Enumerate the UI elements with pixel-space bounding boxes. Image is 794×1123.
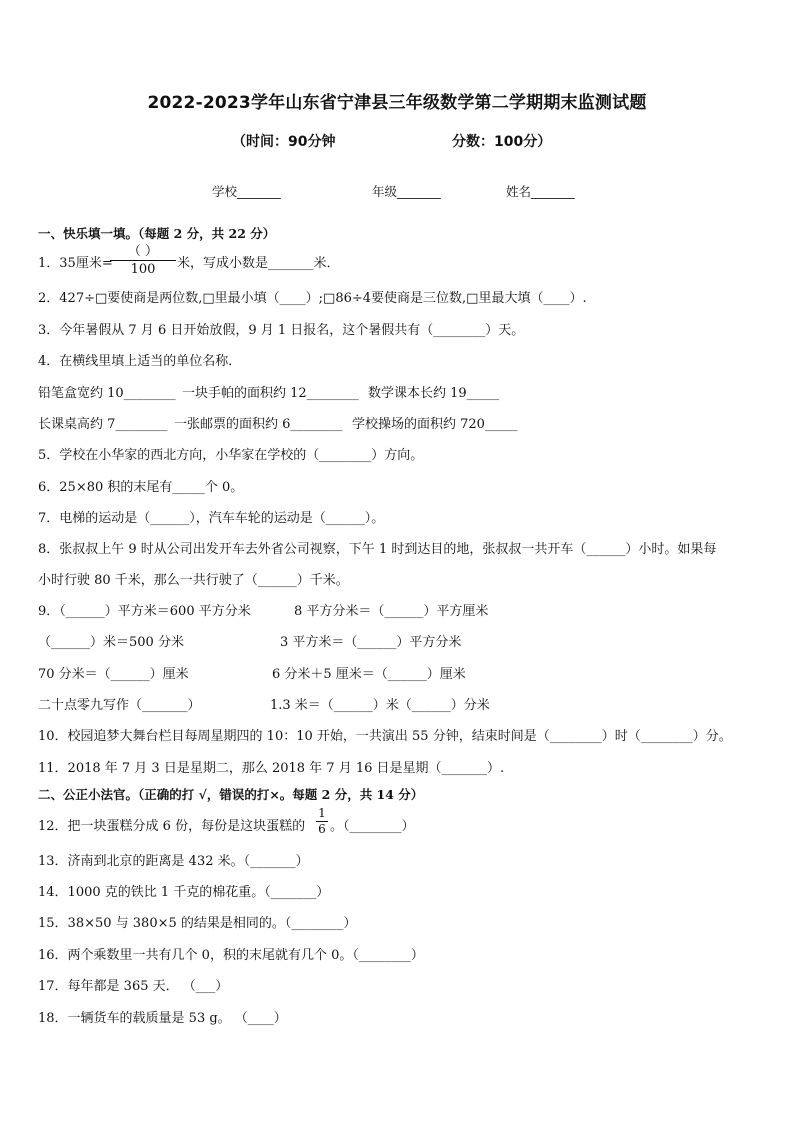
page-title: 2022-2023学年山东省宁津县三年级数学第二学期期末监测试题 (147, 93, 647, 113)
grade-field: 年级_______ (372, 184, 441, 199)
question-13: 13．济南到北京的距离是 432 米。（_______） (38, 854, 309, 869)
q12-pre: 12．把一块蛋糕分成 6 份，每份是这块蛋糕的 (38, 819, 306, 834)
q1-numerator: （ ） (127, 244, 159, 259)
question-8-line1: 8．张叔叔上午 9 时从公司出发开车去外省公司视察，下午 1 时到达目的地，张叔叔一共开车（______）小时。如果每 (38, 542, 717, 557)
question-15: 15．38×50 与 380×5 的结果是相同的。（________） (38, 916, 357, 931)
name-field: 姓名_______ (506, 184, 575, 199)
q9-row2-left: （______）米＝500 分米 (38, 635, 184, 650)
section1-heading: 一、快乐填一填。（每题 2 分，共 22 分） (38, 226, 276, 241)
q4-row1-item3: 数学课本长约 19_____ (368, 386, 500, 401)
question-2: 2．427÷□要使商是两位数,□里最小填（____）;□86÷4要使商是三位数,□里最大填（____）. (38, 291, 587, 306)
q1-fraction (110, 244, 176, 278)
question-3: 3．今年暑假从 7 月 6 日开始放假，9 月 1 日报名，这个暑假共有（________）天。 (38, 323, 525, 338)
q9-row1-left: 9．（______）平方米＝600 平方分米 (38, 604, 251, 619)
q4-row1-item2: 一块手帕的面积约 12________ (182, 386, 359, 401)
question-11: 11．2018 年 7 月 3 日是星期二，那么 2018 年 7 月 16 日是星期（_______）. (38, 761, 505, 776)
q1-post: 米，写成小数是_______米． (177, 256, 340, 271)
question-8-line2: 小时行驶 80 千米，那么一共行驶了（______）千米。 (38, 573, 349, 588)
q9-row3-left: 70 分米＝（______）厘米 (38, 667, 189, 682)
question-1 (38, 255, 113, 273)
q9-row1-right: 8 平方分米＝（______）平方厘米 (294, 604, 489, 619)
q12-denominator: 6 (318, 822, 326, 836)
q12-post: 。（________） (330, 819, 415, 834)
question-6: 6．25×80 积的末尾有_____个 0。 (38, 480, 244, 495)
exam-score: 分数：100分） (452, 134, 552, 150)
q9-row3-right: 6 分米＋5 厘米＝（______）厘米 (272, 667, 466, 682)
question-10: 10．校园追梦大舞台栏目每周星期四的 10：10 开始，一共演出 55 分钟，结束时间是（________）时（________）分。 (38, 729, 732, 744)
section2-heading: 二、公正小法官。（正确的打 √，错误的打×。每题 2 分，共 14 分） (38, 787, 424, 802)
question-5: 5．学校在小华家的西北方向，小华家在学校的（________）方向。 (38, 448, 424, 463)
question-4: 4．在横线里填上适当的单位名称． (38, 354, 242, 369)
q9-row4-left: 二十点零九写作（_______） (38, 698, 201, 713)
q9-row4-right: 1.3 米＝（______）米（______）分米 (270, 698, 490, 713)
q4-row2-item3: 学校操场的面积约 720_____ (352, 417, 518, 432)
question-16: 16．两个乘数里一共有几个 0，积的末尾就有几个 0。（________） (38, 948, 424, 963)
q1-denominator: 100 (130, 262, 156, 277)
question-14: 14．1000 克的铁比 1 千克的棉花重。（_______） (38, 885, 330, 900)
exam-time: （时间：90分钟 (232, 134, 336, 150)
q1-pre: 1．35厘米= (38, 256, 113, 271)
question-17: 17．每年都是 365 天． （___） (38, 979, 229, 994)
q4-row2-item2: 一张邮票的面积约 6________ (174, 417, 343, 432)
question-7: 7．电梯的运动是（______），汽车车轮的运动是（______）。 (38, 511, 385, 526)
q9-row2-right: 3 平方米＝（______）平方分米 (280, 635, 462, 650)
school-field: 学校_______ (212, 184, 281, 199)
q12-numerator: 1 (318, 806, 326, 820)
question-18: 18．一辆货车的载质量是 53 g。 （____） (38, 1011, 287, 1026)
q12-fraction (316, 806, 328, 837)
q4-row2-item1: 长课桌高约 7________ (38, 417, 168, 432)
q4-row1-item1: 铅笔盒宽约 10________ (38, 386, 176, 401)
